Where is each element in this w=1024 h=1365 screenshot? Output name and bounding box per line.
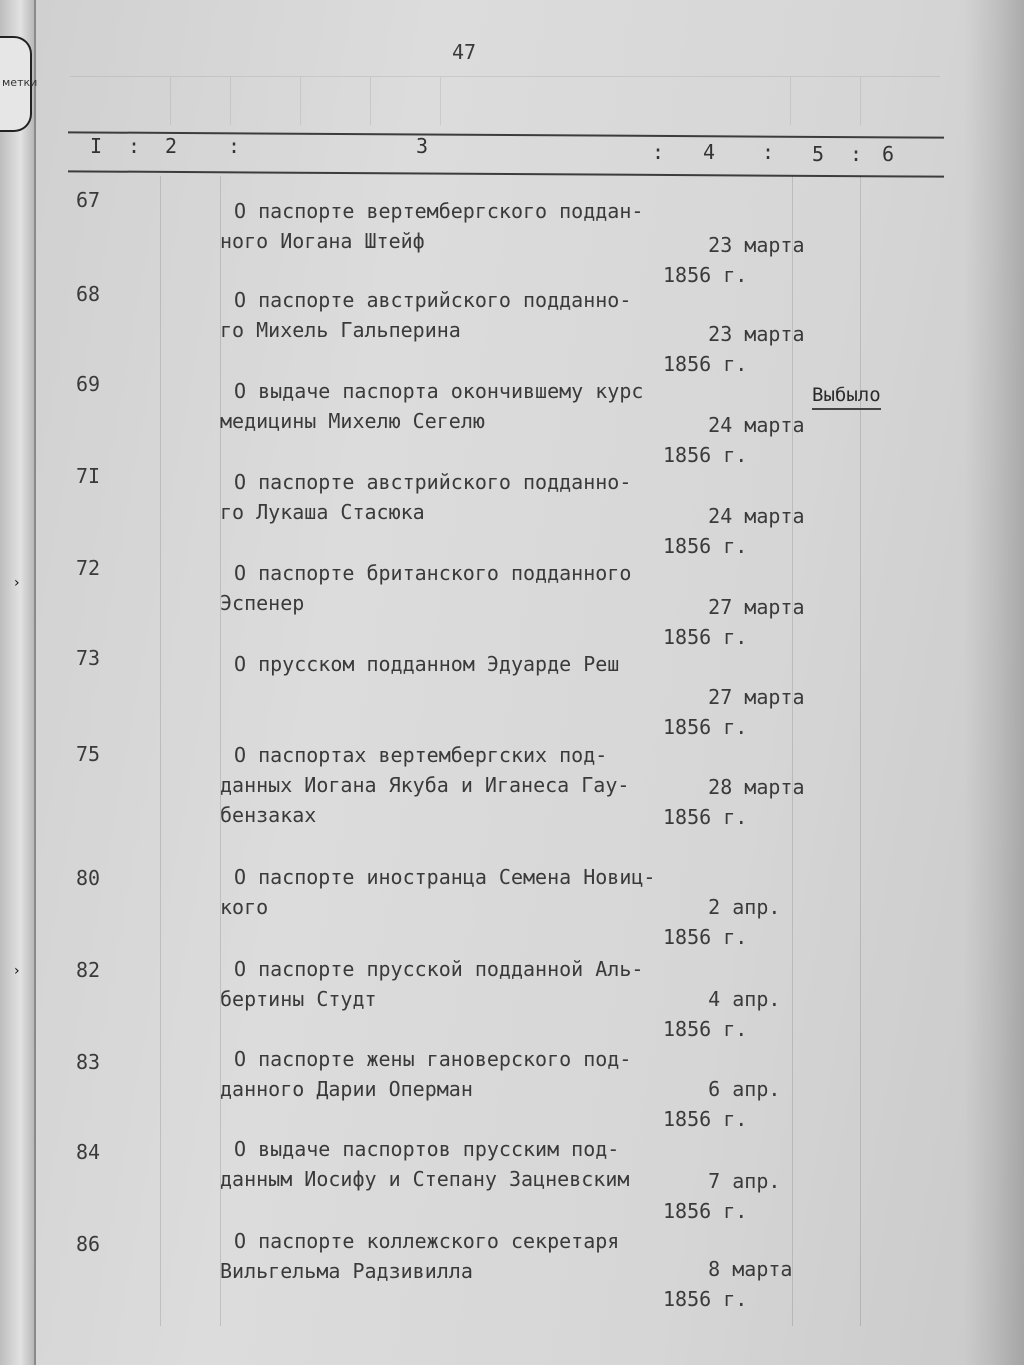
entry-text-line: О паспорте вертембергского поддан- <box>234 199 644 223</box>
column-line <box>792 176 793 1326</box>
column-header-2: 2 <box>165 134 178 158</box>
column-header-5: 5 <box>812 142 825 166</box>
entry-number: 80 <box>76 866 101 890</box>
entry-text-line: бертины Студт <box>220 987 377 1011</box>
entry-date-year: 1856 г. <box>663 925 748 949</box>
binding-mark: › <box>14 963 20 979</box>
entry-date-year: 1856 г. <box>663 1107 748 1131</box>
entry-text-line: Эспенер <box>220 591 305 615</box>
binding-edge <box>0 0 36 1365</box>
entry-text-line: ного Иогана Штейф <box>220 229 425 253</box>
page-edge-shadow <box>964 0 1024 1365</box>
margin-note: Выбыло <box>812 384 881 410</box>
binding-label: метки <box>2 76 38 89</box>
entry-text-line: О выдаче паспорта окончившему курс <box>234 379 644 403</box>
entry-text-line: бензаках <box>220 803 317 827</box>
entry-date-year: 1856 г. <box>663 443 748 467</box>
entry-text-line: данным Иосифу и Степану Зацневским <box>220 1167 630 1191</box>
entry-date-year: 1856 г. <box>663 805 748 829</box>
entry-date-day: 24 марта <box>708 504 805 528</box>
entry-date-year: 1856 г. <box>663 1017 748 1041</box>
entry-date-day: 27 марта <box>708 595 805 619</box>
entry-date-year: 1856 г. <box>663 352 748 376</box>
entry-number: 83 <box>76 1050 101 1074</box>
entry-date-year: 1856 г. <box>663 534 748 558</box>
entry-text-line: кого <box>220 895 269 919</box>
column-line <box>860 176 861 1326</box>
column-line <box>220 176 221 1326</box>
column-separator: : <box>128 134 141 158</box>
entry-text-line: О паспорте британского подданного <box>234 561 632 585</box>
entry-number: 68 <box>76 282 101 306</box>
entry-date-year: 1856 г. <box>663 1287 748 1311</box>
header-rule-top <box>68 131 944 138</box>
entry-date-day: 8 марта <box>708 1257 793 1281</box>
entry-text-line: О прусском подданном Эдуарде Реш <box>234 652 620 676</box>
entry-date <box>660 1224 793 1365</box>
ghost-header <box>70 76 940 125</box>
entry-date-day: 23 марта <box>708 233 805 257</box>
entry-date-year: 1856 г. <box>663 263 748 287</box>
entry-date-day: 23 марта <box>708 322 805 346</box>
entry-date-day: 24 марта <box>708 413 805 437</box>
entry-text-line: данных Иогана Якуба и Иганеса Гау- <box>220 773 630 797</box>
entry-date-year: 1856 г. <box>663 625 748 649</box>
entry-number: 75 <box>76 742 101 766</box>
page-number: 47 <box>452 40 477 64</box>
column-header-1: I <box>90 134 103 158</box>
entry-number: 69 <box>76 372 101 396</box>
entry-date-day: 7 апр. <box>708 1169 781 1193</box>
column-header-4: 4 <box>703 140 716 164</box>
entry-text-line: данного Дарии Оперман <box>220 1077 473 1101</box>
entry-date-day: 2 апр. <box>708 895 781 919</box>
column-separator: : <box>652 140 665 164</box>
entry-number: 84 <box>76 1140 101 1164</box>
entry-number: 86 <box>76 1232 101 1256</box>
entry-text-line: О паспорте жены гановерского под- <box>234 1047 632 1071</box>
column-separator: : <box>850 142 863 166</box>
entry-number: 73 <box>76 646 101 670</box>
entry-date-year: 1856 г. <box>663 1199 748 1223</box>
entry-text-line: Вильгельма Радзивилла <box>220 1259 473 1283</box>
entry-date-day: 27 марта <box>708 685 805 709</box>
entry-text-line: О паспорте прусской подданной Аль- <box>234 957 644 981</box>
entry-number: 67 <box>76 188 101 212</box>
entry-text-line: го Михель Гальперина <box>220 318 461 342</box>
entry-date-day: 6 апр. <box>708 1077 781 1101</box>
entry-number: 7I <box>76 464 101 488</box>
column-header-6: 6 <box>882 142 895 166</box>
entry-number: 82 <box>76 958 101 982</box>
entry-text-line: О паспортах вертембергских под- <box>234 743 608 767</box>
column-header-3: 3 <box>416 134 429 158</box>
column-separator: : <box>228 134 241 158</box>
entry-text-line: О паспорте австрийского подданно- <box>234 470 632 494</box>
header-rule-bottom <box>68 170 944 177</box>
entry-text-line: О паспорте австрийского подданно- <box>234 288 632 312</box>
entry-text-line: О паспорте коллежского секретаря <box>234 1229 620 1253</box>
entry-text-line: О паспорте иностранца Семена Новиц- <box>234 865 656 889</box>
entry-date-year: 1856 г. <box>663 715 748 739</box>
entry-text-line: медицины Михелю Сегелю <box>220 409 485 433</box>
entry-text-line: го Лукаша Стасюка <box>220 500 425 524</box>
binding-mark: › <box>14 575 20 591</box>
entry-date-day: 4 апр. <box>708 987 781 1011</box>
column-separator: : <box>762 140 775 164</box>
entry-text-line: О выдаче паспортов прусским под- <box>234 1137 620 1161</box>
column-line <box>160 176 161 1326</box>
entry-number: 72 <box>76 556 101 580</box>
entry-date-day: 28 марта <box>708 775 805 799</box>
